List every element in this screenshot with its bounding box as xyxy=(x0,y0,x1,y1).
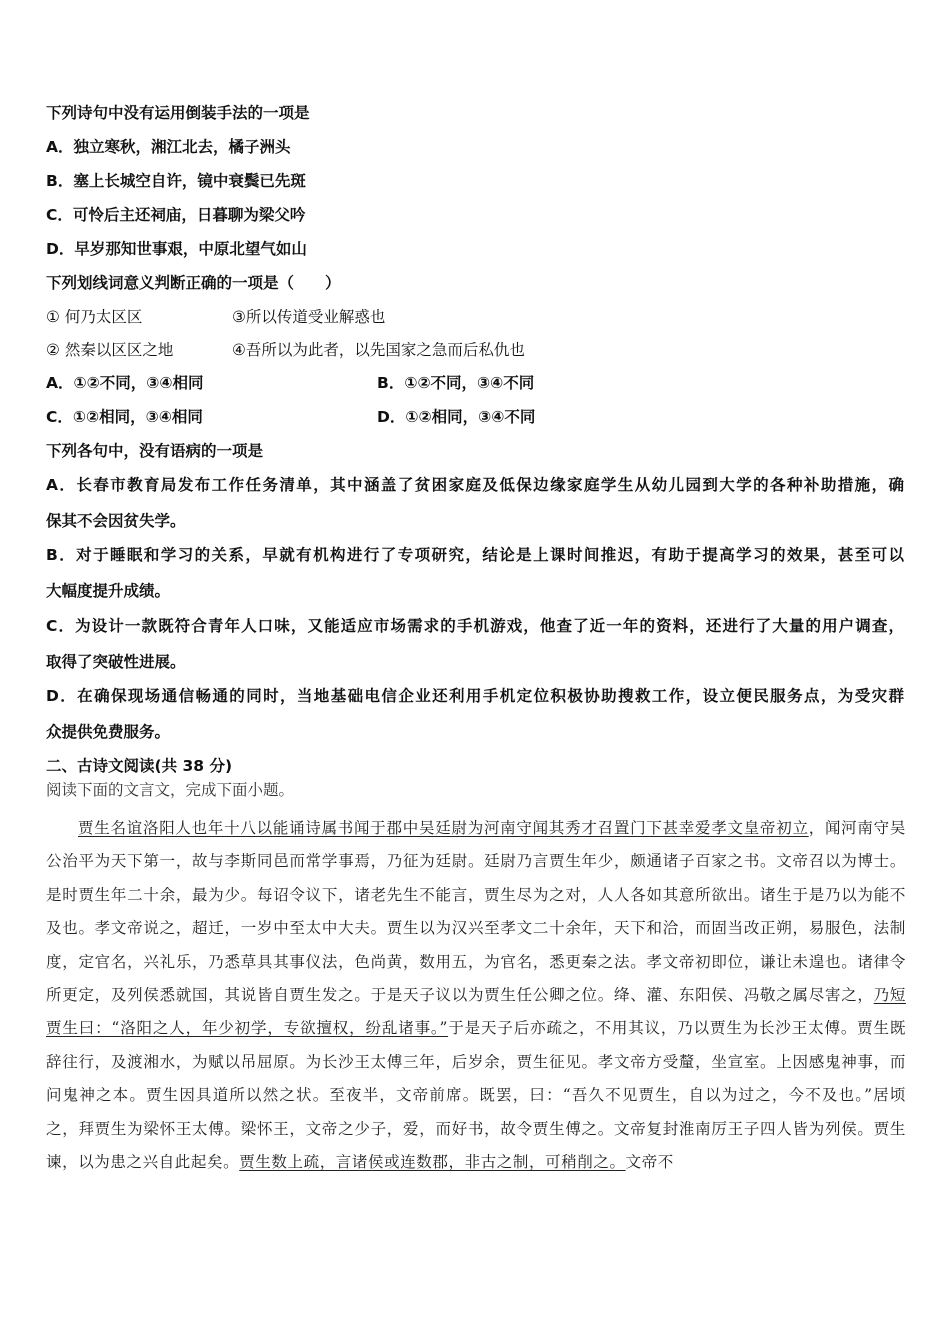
q1-option-a: A．独立寒秋，湘江北去，橘子洲头 xyxy=(46,138,291,156)
q1-option-b: B．塞上长城空自许，镜中衰鬓已先斑 xyxy=(46,172,306,190)
passage-underlined-3: 贾生数上疏，言诸侯或连数郡，非古之制，可稍削之。 xyxy=(239,1153,626,1172)
q2-item-row-2 xyxy=(46,340,525,360)
passage-underlined-1: 贾生名谊洛阳人也年十八以能诵诗属书闻于郡中吴廷尉为河南守闻其秀才召置门下甚幸爱孝文皇帝初立 xyxy=(78,819,809,837)
q2-option-row-1 xyxy=(46,373,535,393)
q1-option-c: C．可怜后主还祠庙，日暮聊为梁父吟 xyxy=(46,206,306,224)
passage-text-2: 于是天子后亦疏之，不用其议，乃以贾生为长沙王太傅。贾生既辞往行，及渡湘水，为赋以吊屈原。为长沙王太傅三年，后岁余，贾生征见。孝文帝方受釐，坐宣室。上因感鬼神事，而问鬼神之本。贾生因具道所以然之状。至夜半，文帝前席。既罢，曰：“吾久不见贾生，自以为过之，今不及也。”居顷之，拜贾生为梁怀王太傅。梁怀王，文帝之少子，爱，而好书，故令贾生傅之。文帝复封淮南厉王子四人皆为列侯。贾生谏，以为患之兴自此起矣。 xyxy=(46,1019,906,1172)
q3-option-a-line2: 保其不会因贫失学。 xyxy=(46,512,186,530)
q2-option-row-2 xyxy=(46,407,536,427)
section-heading: 二、古诗文阅读(共 38 分) xyxy=(46,757,233,775)
q2-option-b: B．①②不同，③④不同 xyxy=(377,374,535,392)
q2-item-4: ④吾所以为此者，以先国家之急而后私仇也 xyxy=(232,341,525,359)
q3-stem: 下列各句中，没有语病的一项是 xyxy=(46,442,264,460)
passage-underlined-2: 乃短贾生曰：“洛阳之人，年少初学，专欲擅权，纷乱诸事。” xyxy=(46,986,907,1038)
q3-option-c-line2: 取得了突破性进展。 xyxy=(46,653,186,671)
q2-item-row-1 xyxy=(46,307,386,327)
passage-text-3: 文帝不 xyxy=(625,1153,674,1172)
q3-option-d-line1: D．在确保现场通信畅通的同时，当地基础电信企业还利用手机定位积极协助搜救工作，设立便民服务点，为受灾群 xyxy=(46,687,904,705)
section-instruction: 阅读下面的文言文，完成下面小题。 xyxy=(46,781,295,799)
q1-stem: 下列诗句中没有运用倒装手法的一项是 xyxy=(46,104,310,122)
q2-stem: 下列划线词意义判断正确的一项是（ ） xyxy=(46,274,341,292)
q3-option-c-line1: C．为设计一款既符合青年人口味，又能适应市场需求的手机游戏，他查了近一年的资料，还进行了大量的用户调查， xyxy=(46,617,904,635)
q2-item-3: ③所以传道受业解惑也 xyxy=(232,308,386,326)
q2-item-2: ② 然秦以区区之地 xyxy=(46,341,174,359)
q2-option-c: C．①②相同，③④相同 xyxy=(46,408,203,426)
q2-item-1: ① 何乃太区区 xyxy=(46,308,143,326)
q3-option-b-line1: B．对于睡眠和学习的关系，早就有机构进行了专项研究，结论是上课时间推迟，有助于提高学习的效果，甚至可以 xyxy=(46,546,904,564)
q1-option-d: D．早岁那知世事艰，中原北望气如山 xyxy=(46,240,307,258)
q3-option-b-line2: 大幅度提升成绩。 xyxy=(46,582,171,600)
q2-option-a: A．①②不同，③④相同 xyxy=(46,374,204,392)
q3-option-d-line2: 众提供免费服务。 xyxy=(46,723,171,741)
q2-option-d: D．①②相同，③④不同 xyxy=(377,408,536,426)
q3-option-a-line1: A．长春市教育局发布工作任务清单，其中涵盖了贫困家庭及低保边缘家庭学生从幼儿园到大学的各种补助措施，确 xyxy=(46,476,904,494)
classical-passage xyxy=(46,812,906,1179)
passage-text-1: ，闻河南守吴公治平为天下第一，故与李斯同邑而常学事焉，乃征为廷尉。廷尉乃言贾生年少，颇通诸子百家之书。文帝召以为博士。是时贾生年二十余，最为少。每诏令议下，诸老先生不能言，贾生尽为之对，人人各如其意所欲出。诸生于是乃以为能不及也。孝文帝说之，超迁，一岁中至太中大夫。贾生以为汉兴至孝文二十余年，天下和洽，而固当改正朔，易服色，法制度，定官名，兴礼乐，乃悉草具其事仪法，色尚黄，数用五，为官名，悉更秦之法。孝文帝初即位，谦让未遑也。诸律令所更定，及列侯悉就国，其说皆自贾生发之。于是天子议以为贾生任公卿之位。绛、灌、东阳侯、冯敬之属尽害之， xyxy=(46,819,906,1005)
